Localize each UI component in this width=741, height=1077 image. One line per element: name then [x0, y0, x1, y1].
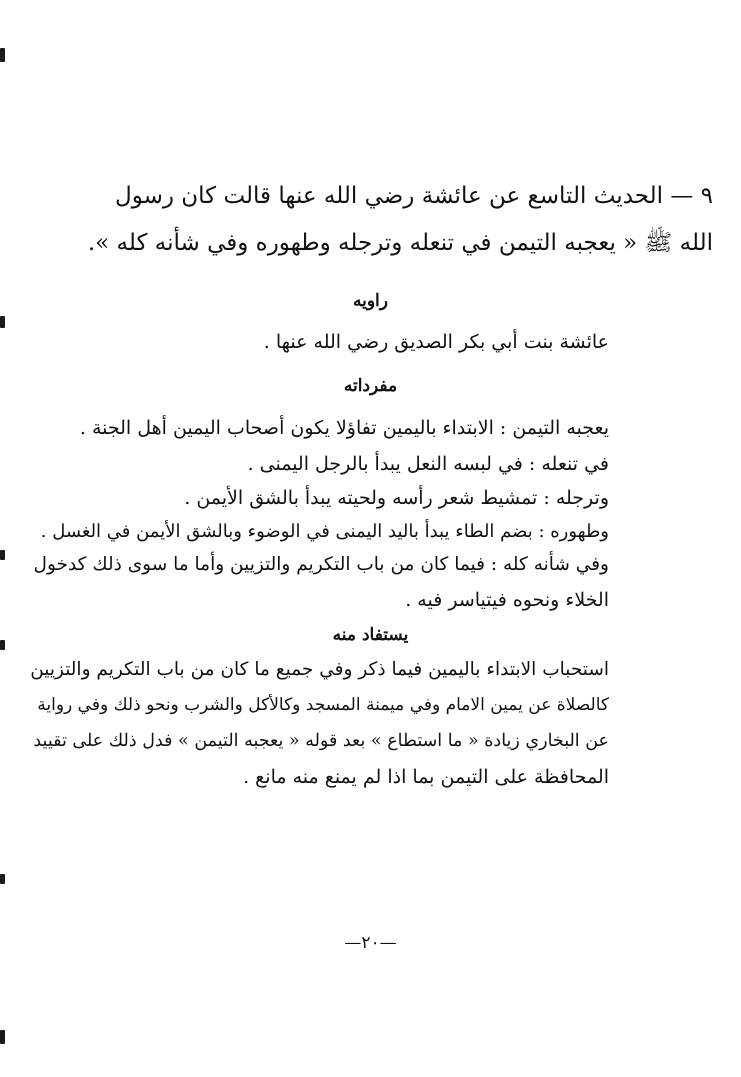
lessons-line: عن البخاري زيادة « ما استطاع » بعد قوله « يعجبه التيمن » فدل ذلك على تقييد	[33, 731, 609, 751]
section-heading-lessons: يستفاد منه	[332, 625, 409, 645]
binding-mark	[0, 550, 5, 560]
vocabulary-line: وطهوره : بضم الطاء يبدأ باليد اليمنى في الوضوء وبالشق الأيمن في الغسل .	[40, 521, 609, 542]
section-heading-narrator: راويه	[353, 291, 388, 311]
lessons-line: المحافظة على التيمن بما اذا لم يمنع منه مانع .	[243, 766, 609, 788]
vocabulary-line: الخلاء ونحوه فيتياسر فيه .	[405, 589, 609, 611]
binding-mark	[0, 316, 5, 328]
binding-mark	[0, 48, 5, 62]
vocabulary-line: وترجله : تمشيط شعر رأسه ولحيته يبدأ بالشق الأيمن .	[184, 487, 609, 509]
vocabulary-line: وفي شأنه كله : فيما كان من باب التكريم والتزيين وأما ما سوى ذلك كدخول	[33, 554, 609, 575]
hadith-line: ٩ — الحديث التاسع عن عائشة رضي الله عنها قالت كان رسول	[115, 183, 713, 209]
binding-mark	[0, 1030, 5, 1044]
narrator-text: عائشة بنت أبي بكر الصديق رضي الله عنها .	[263, 331, 609, 353]
lessons-line: كالصلاة عن يمين الامام وفي ميمنة المسجد وكالأكل والشرب ونحو ذلك وفي رواية	[37, 695, 609, 715]
lessons-line: استحباب الابتداء باليمين فيما ذكر وفي جميع ما كان من باب التكريم والتزيين	[30, 659, 609, 680]
page-number: —٢٠—	[344, 933, 397, 953]
hadith-line: الله ﷺ « يعجبه التيمن في تنعله وترجله وطهوره وفي شأنه كله ».	[87, 230, 713, 256]
vocabulary-line: يعجبه التيمن : الابتداء باليمين تفاؤلا يكون أصحاب اليمين أهل الجنة .	[79, 417, 609, 439]
section-heading-vocabulary: مفرداته	[343, 376, 398, 396]
binding-mark	[0, 874, 5, 884]
vocabulary-line: في تنعله : في لبسه النعل يبدأ بالرجل اليمنى .	[247, 453, 609, 475]
